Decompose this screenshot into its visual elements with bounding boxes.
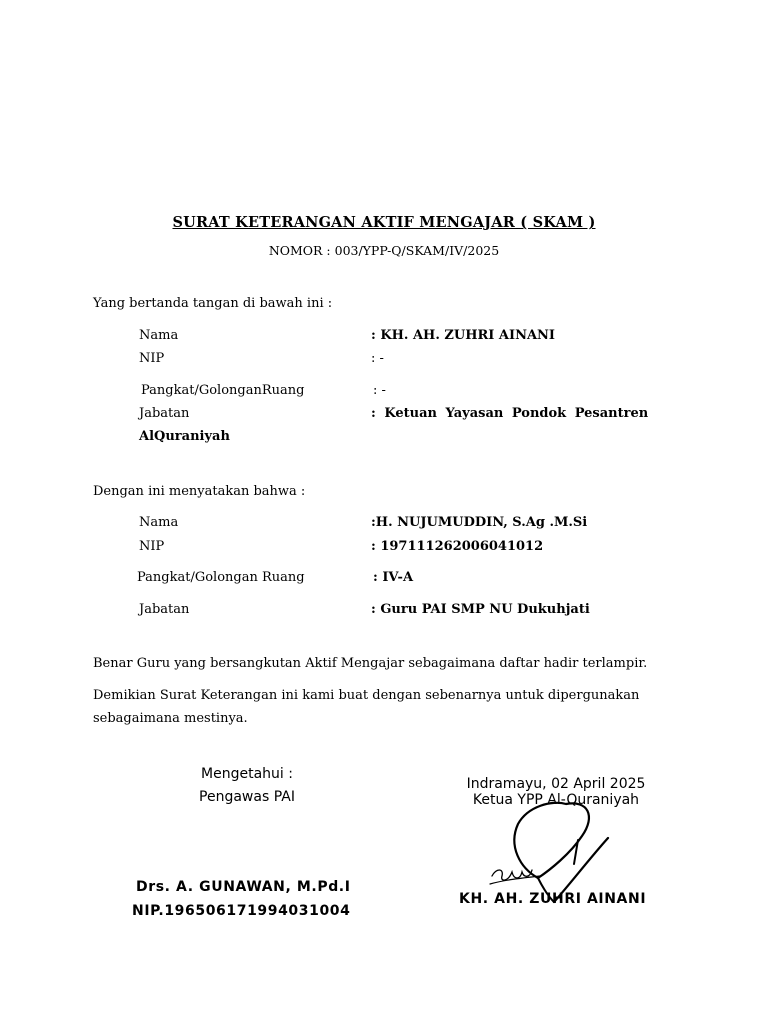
section2-pangkat-value: : IV-A <box>373 570 414 585</box>
section1-nip-value: : - <box>371 351 384 366</box>
right-position: Ketua YPP Al-Quraniyah <box>472 792 640 808</box>
document-number: NOMOR : 003/YPP-Q/SKAM/IV/2025 <box>268 243 500 258</box>
left-sign-line2: Pengawas PAI <box>199 789 295 805</box>
closing-text-line2: sebagaimana mestinya. <box>93 711 248 726</box>
left-sign-line1: Mengetahui : <box>201 766 293 782</box>
section1-nama-value: : KH. AH. ZUHRI AINANI <box>371 328 555 343</box>
section1-pangkat-label: Pangkat/GolonganRuang <box>141 383 305 398</box>
section1-jabatan-value-cont: AlQuraniyah <box>139 429 230 444</box>
section2-jabatan-value: : Guru PAI SMP NU Dukuhjati <box>371 602 590 617</box>
section2-jabatan-label: Jabatan <box>139 602 190 617</box>
right-place-date: Indramayu, 02 April 2025 <box>466 776 646 792</box>
section2-nip-label: NIP <box>139 539 165 554</box>
right-signer-name: KH. AH. ZUHRI AINANI <box>459 891 647 907</box>
left-signer-name: Drs. A. GUNAWAN, M.Pd.I <box>136 879 351 895</box>
section2-nama-label: Nama <box>139 515 179 530</box>
section1-jabatan-label: Jabatan <box>139 406 190 421</box>
closing-text-line1: Demikian Surat Keterangan ini kami buat dengan sebenarnya untuk dipergunakan <box>93 688 640 703</box>
statement-text: Benar Guru yang bersangkutan Aktif Mengajar sebagaimana daftar hadir terlampir. <box>93 656 648 671</box>
section1-pangkat-value: : - <box>373 383 386 398</box>
section1-intro: Yang bertanda tangan di bawah ini : <box>93 296 333 311</box>
section1-jabatan-value: : Ketuan Yayasan Pondok Pesantren <box>371 406 649 421</box>
section2-intro: Dengan ini menyatakan bahwa : <box>93 484 306 499</box>
section1-nama-label: Nama <box>139 328 179 343</box>
document-title: SURAT KETERANGAN AKTIF MENGAJAR ( SKAM ) <box>172 214 596 231</box>
section2-nip-value: : 197111262006041012 <box>371 539 544 554</box>
section1-nip-label: NIP <box>139 351 165 366</box>
section2-pangkat-label: Pangkat/Golongan Ruang <box>137 570 305 585</box>
left-signer-nip: NIP.196506171994031004 <box>132 903 351 919</box>
section2-nama-value: :H. NUJUMUDDIN, S.Ag .M.Si <box>371 515 588 530</box>
